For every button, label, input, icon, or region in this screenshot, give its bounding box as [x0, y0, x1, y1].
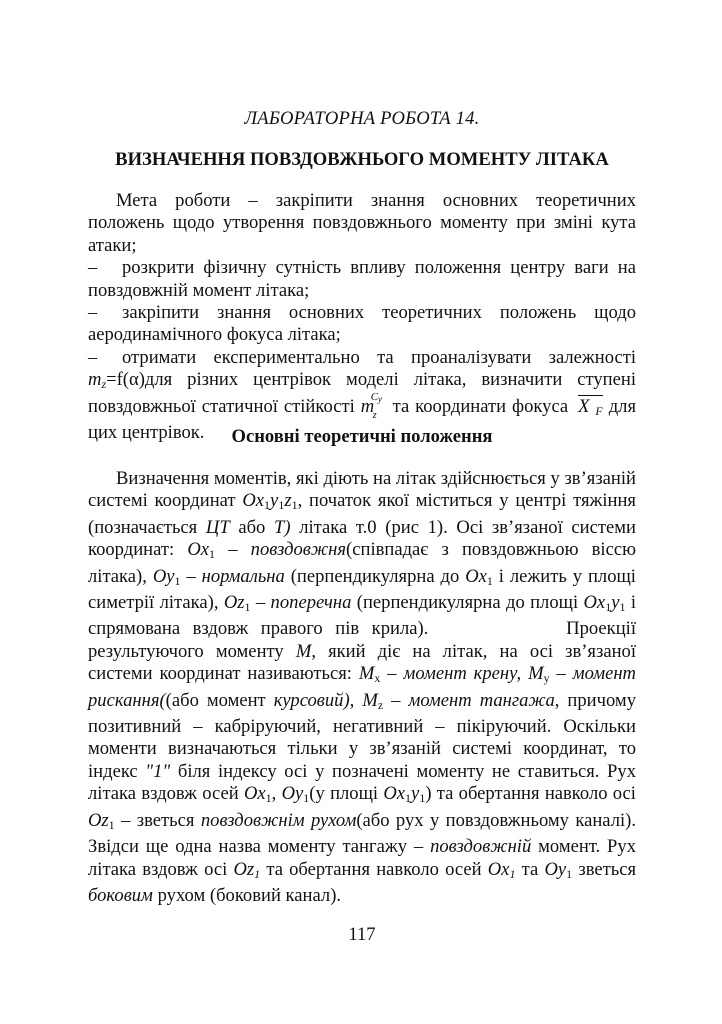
- dash-bullet: –: [88, 346, 98, 368]
- formula-f-alpha: =f(α): [106, 369, 145, 391]
- body-paragraph: [88, 468, 636, 907]
- purpose-paragraph: Мета роботи – закріпити знання основних теоретичних положень щодо утворення повздовжнього моменту при зміні кута атаки;: [88, 190, 636, 256]
- goal-item-2: [88, 302, 636, 347]
- goal-item-1: [88, 257, 636, 302]
- dash-bullet: –: [88, 302, 98, 324]
- goal-item-3-text-b: для різних центрівок моделі літака, визначити ступені повздовжньої статичної стійкості: [88, 369, 636, 417]
- formula-xf: X F: [578, 395, 603, 418]
- dash-bullet: –: [88, 257, 98, 279]
- formula-mz: mz: [88, 369, 107, 392]
- body-paragraph-text: Визначення моментів, які діють на літак здійснюється у зв’язаній системі координат Ox1y1z1, початок якої міститься у центрі тяжіння (позначається ЦТ або Т) літака т.0 (рис 1). Осі зв’язаної системи координат: Ox1 – повздовжня(співпадає з повздовжньою віссю літака), Oy1 – нормальна (перпендикулярна до Ox1 і лежить у площі симетрії літака), Oz1 – поперечна (перпендикулярна до площі Ox1y1 і спрямована вздовж правого пів крила). Проекції результуючого моменту M, який діє на літак, на осі зв’язаної системи координат називаються: Mx – момент крену, My – момент рискання((або момент курсовий), Mz – момент тангажа, причому позитивний – кабріруючий, негативний – пікіруючий. Оскільки моменти визначаються тільки у зв’язаній системі координат, то індекс "1" біля індексу осі у позначені моменту не ставиться. Рух літака вздовж осей Ox1, Oy1(у площі Ox1y1) та обертання навколо осі Oz1 – зветься повздовжнім рухом(або рух у повздовжньому каналі). Звідси ще одна назва моменту тангажу – повздовжній момент. Рух літака вздовж осі Oz1 та обертання навколо осей Ox1 та Oy1 зветься боковим рухом (боковий канал).: [88, 468, 637, 906]
- main-title: ВИЗНАЧЕННЯ ПОВЗДОВЖНЬОГО МОМЕНТУ ЛІТАКА: [115, 149, 609, 170]
- document-page: [88, 0, 636, 1024]
- page-number: 117: [348, 924, 376, 945]
- intro-section: [88, 190, 636, 444]
- lab-title: ЛАБОРАТОРНА РОБОТА 14.: [244, 108, 480, 129]
- section-heading: Основні теоретичні положення: [231, 426, 493, 447]
- goal-item-2-text: закріпити знання основних теоретичних положень щодо аеродинамічного фокуса літака;: [88, 302, 636, 346]
- goal-item-3-text-c: та координати фокуса: [392, 395, 569, 417]
- goal-item-3-text-d: для цих центрівок.: [88, 395, 636, 444]
- formula-mz-cy: m Cy z: [360, 390, 383, 421]
- formula-ox1y1z1: Ox1y1z1: [242, 490, 298, 513]
- goal-item-3-text-a: отримати експериментально та проаналізувати залежності: [122, 346, 636, 368]
- goal-item-1-text: розкрити фізичну сутність впливу положення центру ваги на повздовжній момент літака;: [88, 257, 636, 301]
